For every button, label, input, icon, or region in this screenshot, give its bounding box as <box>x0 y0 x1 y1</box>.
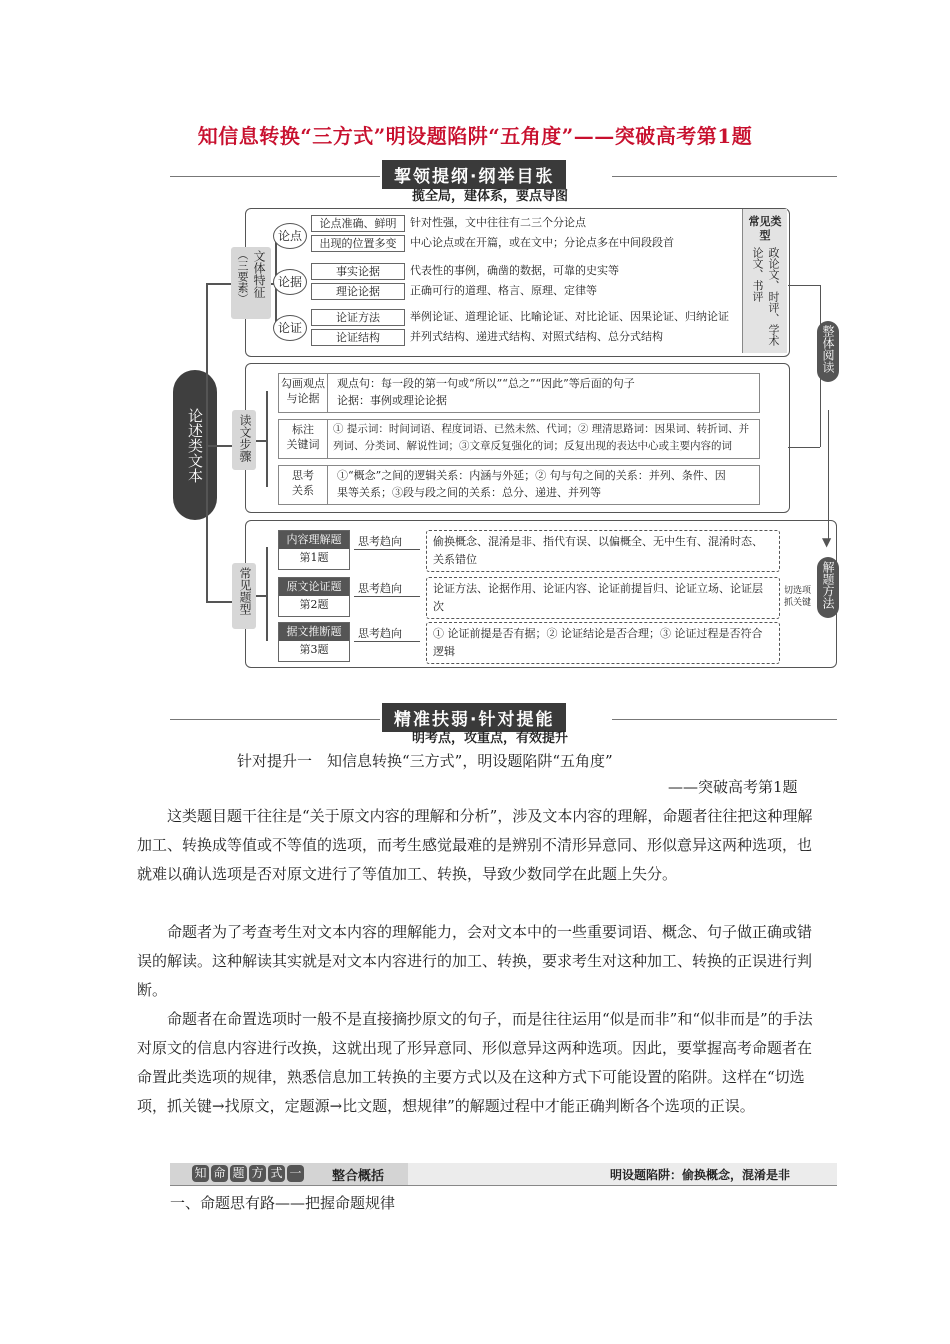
banner2-subtitle: 明考点，攻重点，有效提升 <box>412 731 569 746</box>
types-panel <box>742 209 787 353</box>
mindmap <box>170 205 840 670</box>
section-char: 题 <box>230 1165 247 1182</box>
banner1-title: 挈领提纲·纲举目张 <box>382 160 566 189</box>
question-type-name: 原文论证题 <box>279 578 349 596</box>
connector <box>206 601 232 603</box>
step-key: 标注 <box>292 423 314 436</box>
paragraph: 这类题目题干往往是“关于原文内容的理解和分析”，涉及文本内容的理解，命题者往往把这种理解加工、转换成等值或不等值的选项，而考生感觉最难的是辨别不清形异意同、形似意异这两种选项，也就难以确认选项是否对原文进行了等值加工、转换，导致少数同学在此题上失分。 <box>137 807 813 883</box>
banner2-title: 精准扶弱·针对提能 <box>382 703 566 732</box>
g1-value: 代表性的事例，确凿的数据，可靠的史实等 <box>410 264 619 277</box>
step-value: ①“概念”之间的逻辑关系：内涵与外延；② 句与句之间的关系：并列、条件、因 <box>337 469 726 482</box>
node-evidence: 论据 <box>273 269 307 295</box>
step-value: 观点句：每一段的第一句或“所以”“总之”“因此”等后面的句子 <box>337 377 635 390</box>
question-type-detail: ① 论证前提是否有据；② 论证结论是否合理；③ 论证过程是否符合逻辑 <box>426 622 780 664</box>
banner-line-right <box>612 176 837 177</box>
section-char: 知 <box>192 1165 209 1182</box>
g1-value: 中心论点或在开篇，或在文中；分论点多在中间段段首 <box>410 236 674 249</box>
g1-key: 出现的位置多变 <box>311 235 405 252</box>
step-value: ① 提示词：时间词语、程度词语、已然未然、代词；② 理清思路词：因果词、转折词、并 <box>333 423 750 435</box>
question-type-card <box>278 622 350 662</box>
group1-label: 文体特征 <box>252 250 266 298</box>
page-title: 知信息转换“三方式”明设题陷阱“五角度”——突破高考第1题 <box>197 124 753 148</box>
section-bar-right: 明设题陷阱：偷换概念，混淆是非 <box>610 1168 791 1182</box>
banner-line-left <box>170 719 380 720</box>
connector <box>788 447 820 448</box>
g1-key: 事实论据 <box>311 263 405 280</box>
section-char: 方 <box>249 1165 266 1182</box>
step-key: 勾画观点 <box>281 377 325 390</box>
group2-label-tag <box>232 410 256 470</box>
question-type-name: 据文推断题 <box>279 623 349 641</box>
step-key: 思考 <box>292 469 314 482</box>
g1-value: 并列式结构、递进式结构、对照式结构、总分式结构 <box>410 330 663 343</box>
arrow-label: 思考趋向 <box>358 535 402 548</box>
question-type-name: 内容理解题 <box>279 531 349 549</box>
connector <box>206 445 232 447</box>
group1-label-tag <box>231 247 271 319</box>
g1-key: 论点准确、鲜明 <box>311 215 405 232</box>
section-subtitle: 针对提升一 知信息转换“三方式”，明设题陷阱“五角度” <box>237 752 613 770</box>
section-char: 命 <box>211 1165 228 1182</box>
g1-value: 举例论证、道理论证、比喻论证、对比论证、因果论证、归纳论证 <box>410 310 729 323</box>
g1-key: 论证结构 <box>311 329 405 346</box>
section-heading: 一、命题思有路——把握命题规律 <box>170 1194 396 1212</box>
connector <box>206 283 208 601</box>
group3-label-tag <box>232 563 256 629</box>
step-row <box>278 419 760 459</box>
g1-value: 针对性强，文中往往有二三个分论点 <box>410 216 586 229</box>
connector <box>266 391 268 487</box>
step-row <box>278 465 760 505</box>
connector <box>266 547 268 641</box>
banner-line-left <box>170 176 380 177</box>
paragraph: 命题者为了考查考生对文本内容的理解能力，会对文本中的一些重要词语、概念、句子做正确或错误的解读。这种解读其实就是对文本内容进行的加工、转换，要求考生对这种加工、转换的正误进行判断。 <box>137 923 813 999</box>
pill-overall-reading: 整体阅读 <box>817 321 839 382</box>
question-type-number: 第3题 <box>299 643 329 656</box>
section-subtitle-sub: ——突破高考第1题 <box>668 778 798 796</box>
g1-value: 正确可行的道理、格言、原理、定律等 <box>410 284 597 297</box>
group1-sublabel: （三要素） <box>236 249 249 304</box>
banner-line-right <box>612 719 837 720</box>
connector <box>256 440 266 442</box>
question-type-number: 第2题 <box>299 598 329 611</box>
arrow-line <box>354 641 420 642</box>
step-key: 关系 <box>292 484 314 497</box>
section-char: 式 <box>268 1165 285 1182</box>
connector <box>828 410 829 540</box>
step-row <box>278 373 760 413</box>
section-bar <box>170 1163 837 1186</box>
g1-key: 理论论据 <box>311 283 405 300</box>
arrow-line <box>354 549 420 550</box>
connector <box>256 595 266 597</box>
arrow-label: 思考趋向 <box>358 582 402 595</box>
g1-key: 论证方法 <box>311 309 405 326</box>
question-type-detail: 论证方法、论据作用、论证内容、论证前提旨归、论证立场、论证层次 <box>426 577 780 619</box>
connector <box>206 283 232 285</box>
types-title: 常见类型 <box>748 215 782 242</box>
section-bar-chars <box>192 1165 304 1182</box>
question-type-card <box>278 577 350 617</box>
step-value: 列词、分类词、解说性词；③文章反复强化的词；反复出现的表达中心或主要内容的词 <box>333 440 732 452</box>
step-value: 果等关系；③段与段之间的关系：总分、递进、并列等 <box>337 486 601 499</box>
connector <box>788 285 820 286</box>
arrow-label: 思考趋向 <box>358 627 402 640</box>
step-value: 论据：事例或理论论据 <box>337 394 447 407</box>
section-bar-middle: 整合概括 <box>332 1169 385 1184</box>
pill-solving-method: 解题方法 <box>817 557 839 618</box>
mindmap-root: 论述类文本 <box>173 370 217 520</box>
banner1-subtitle: 揽全局，建体系，要点导图 <box>412 189 569 204</box>
arrow-line <box>354 596 420 597</box>
right-note: 切选项 抓关键 <box>784 586 812 608</box>
question-type-number: 第1题 <box>299 551 329 564</box>
types-items: 政论文、时评、学术论文、书评 <box>751 247 780 346</box>
down-arrow-icon: ▼ <box>822 535 832 549</box>
group2-label: 读文步骤 <box>238 414 252 462</box>
paragraph: 命题者在命置选项时一般不是直接摘抄原文的句子，而是往往运用“似是而非”和“似非而是”的手法对原文的信息内容进行改换，这就出现了形异意同、形似意异这两种选项。因此，要掌握高考命题者在命置此类选项的规律，熟悉信息加工转换的主要方式以及在这种方式下可能设置的陷阱。这样在“切选项，抓关键→找原文，定题源→比文题，想规律”的解题过程中才能正确判断各个选项的正误。 <box>137 1010 813 1115</box>
section-char: 一 <box>287 1165 304 1182</box>
step-key: 与论据 <box>286 392 320 405</box>
group3-label: 常见题型 <box>238 567 252 615</box>
step-key: 关键词 <box>286 438 320 451</box>
node-argument-point: 论点 <box>273 223 307 249</box>
question-type-detail: 偷换概念、混淆是非、指代有误、以偏概全、无中生有、混淆时态、关系错位 <box>426 530 780 572</box>
question-type-card <box>278 530 350 570</box>
node-argumentation: 论证 <box>273 315 307 341</box>
